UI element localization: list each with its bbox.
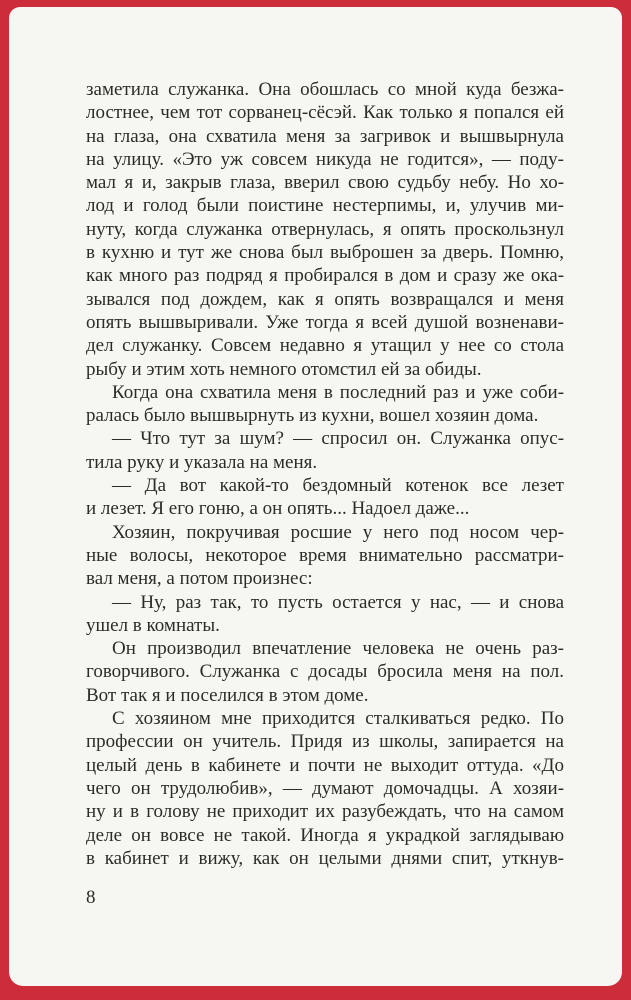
text-line-content: ну и в голову не приходит их разубеждать, что на самом [86, 801, 565, 823]
text-line [86, 125, 564, 148]
text-line-content: Когда она схватила меня в последний раз и уже соби- [112, 381, 565, 403]
text-line [86, 824, 564, 847]
text-line-content: — Ну, раз так, то пусть остается у нас, — и снова [112, 591, 565, 613]
text-line [86, 311, 564, 334]
text-line [86, 381, 564, 404]
text-line [86, 474, 564, 497]
text-line-content: опять вышвыривали. Уже тогда я всей душой возненави- [86, 311, 564, 333]
text-line [86, 101, 564, 124]
text-line [86, 847, 564, 870]
text-line-content: в кухню и тут же снова был выброшен за дверь. Помню, [86, 242, 565, 264]
text-line [86, 754, 564, 777]
text-line [86, 288, 564, 311]
text-line-content: вал меня, а потом произнес: [86, 568, 313, 590]
text-line-content: С хозяином мне приходится сталкиваться редко. По [112, 708, 565, 730]
text-line [86, 637, 564, 660]
text-line-content: рыбу и этим хоть немного отомстил ей за обиды. [86, 358, 482, 380]
text-line [86, 777, 564, 800]
text-line [86, 264, 564, 287]
text-line-content: — Что тут за шум? — спросил он. Служанка опус- [112, 428, 565, 450]
text-line-content: Он производил впечатление человека не очень раз- [112, 638, 564, 660]
text-line [86, 78, 564, 101]
text-line [86, 497, 564, 520]
text-line-content: нуту, когда служанка отвернулась, я опять проскользнул [86, 218, 564, 240]
text-line-content: на глаза, она схватила меня за загривок и вышвырнула [86, 125, 564, 147]
text-line [86, 334, 564, 357]
text-line [86, 218, 564, 241]
text-line-content: тила руку и указала на меня. [86, 451, 318, 473]
text-line [86, 194, 564, 217]
text-line-content: в кабинет и вижу, как он целыми днями спит, уткнув- [86, 847, 565, 869]
text-line-content: Хозяин, покручивая росшие у него под носом чер- [112, 521, 565, 543]
page-text [86, 78, 564, 870]
text-line-content: лостнее, чем тот сорванец-сёсэй. Как только я попался ей [86, 102, 565, 124]
text-line-content: лод и голод были поистине нестерпимы, и, улучив ми- [86, 195, 564, 217]
book-page[interactable] [9, 7, 622, 986]
page-number: 8 [86, 887, 96, 908]
text-line [86, 730, 564, 753]
text-line [86, 591, 564, 614]
text-line-content: ные волосы, некоторое время внимательно рассматри- [86, 544, 564, 566]
text-line [86, 521, 564, 544]
text-line-content: на улицу. «Это уж совсем никуда не годится», — поду- [86, 148, 564, 170]
text-line-content: ушел в комнаты. [86, 614, 220, 636]
text-line-content: профессии он учитель. Придя из школы, запирается на [86, 731, 564, 753]
text-line-content: заметила служанка. Она обошлась со мной куда безжа- [86, 79, 564, 100]
text-line-content: как много раз подряд я пробирался в дом и сразу же ока- [86, 265, 565, 287]
text-line [86, 684, 564, 707]
text-line-content: говорчивого. Служанка с досады бросила меня на пол. [86, 661, 565, 683]
text-line [86, 171, 564, 194]
text-line [86, 707, 564, 730]
text-line [86, 358, 564, 381]
text-line [86, 241, 564, 264]
text-line-content: зывался под дождем, как я опять возвращался и меня [86, 288, 564, 310]
text-line [86, 614, 564, 637]
text-line-content: деле он вовсе не такой. Иногда я украдкой заглядываю [86, 824, 565, 846]
text-line-content: и лезет. Я его гоню, а он опять... Надоел даже... [86, 498, 470, 520]
text-line-content: целый день в кабинете и почти не выходит оттуда. «До [86, 754, 564, 776]
text-line [86, 404, 564, 427]
text-line [86, 148, 564, 171]
text-line-content: чего он трудолюбив», — думают домочадцы. А хозяи- [86, 777, 565, 799]
text-line-content: Вот так я и поселился в этом доме. [86, 684, 369, 706]
text-line [86, 800, 564, 823]
text-line-content: мал я и, закрыв глаза, вверил свою судьбу небу. Но хо- [86, 172, 565, 194]
text-line [86, 451, 564, 474]
text-line-content: — Да вот какой-то бездомный котенок все лезет [112, 475, 564, 497]
text-line-content: дел служанку. Совсем недавно я утащил у нее со стола [86, 335, 565, 357]
text-line [86, 660, 564, 683]
text-line [86, 567, 564, 590]
text-line [86, 427, 564, 450]
text-line [86, 544, 564, 567]
text-line-content: ралась было вышвырнуть из кухни, вошел хозяин дома. [86, 405, 539, 427]
